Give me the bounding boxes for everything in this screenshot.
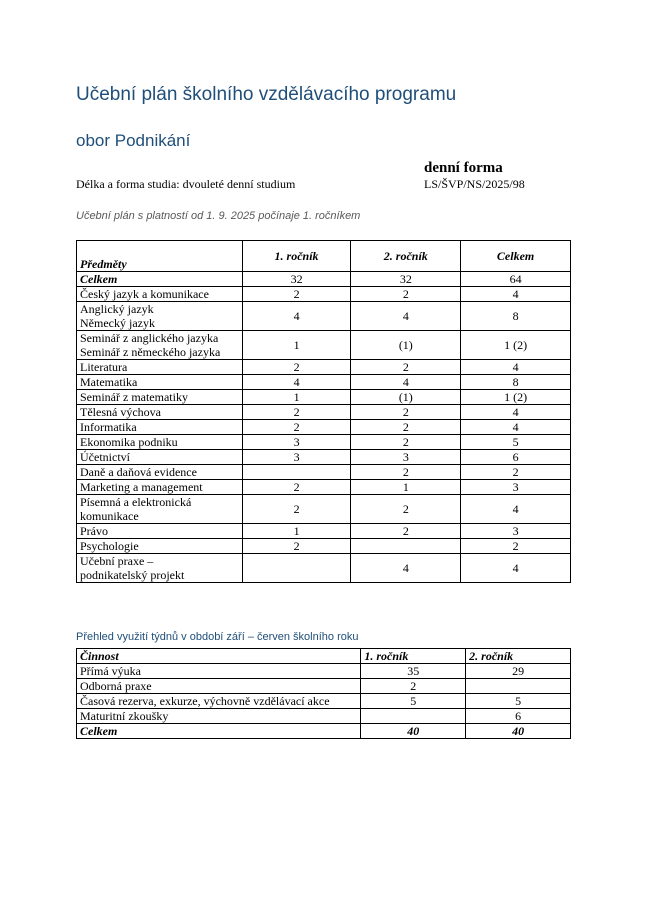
year-2-hours: (1) [351,390,461,405]
total-hours: 2 [461,465,571,480]
year-2-hours: 2 [351,287,461,302]
subject-name: Právo [80,524,108,538]
year-2-hours: (1) [351,331,461,360]
table-row [77,287,571,302]
page-title: Učební plán školního vzdělávacího programu [76,84,457,105]
year-1-hours: 2 [242,405,351,420]
table-row [77,480,571,495]
subject-name: Písemná a elektronická [80,495,192,509]
year-2-hours: 4 [351,554,461,583]
year-2-weeks: 29 [466,664,571,679]
table-row [77,360,571,375]
total-hours: 4 [461,554,571,583]
subject-name: Seminář z matematiky [80,390,188,404]
table-header-row [77,241,571,272]
year-2-hours: 3 [351,450,461,465]
subject-cell [77,331,243,360]
table-row [77,302,571,331]
total-hours: 6 [461,450,571,465]
table-row [77,679,571,694]
header-activity: Činnost [77,649,361,664]
year-1-hours: 4 [242,302,351,331]
year-2-hours [351,539,461,554]
year-1-hours: 2 [242,495,351,524]
total-year-2: 32 [351,272,461,287]
subject-name: Marketing a management [80,480,203,494]
year-2-weeks: 6 [466,709,571,724]
subject-name: Informatika [80,420,137,434]
total-year-2: 40 [466,724,571,739]
total-year-1: 40 [361,724,466,739]
subject-name: Matematika [80,375,138,389]
year-1-hours: 2 [242,480,351,495]
year-2-weeks: 5 [466,694,571,709]
header-year-1: 1. ročník [361,649,466,664]
table-row [77,465,571,480]
total-hours: 1 (2) [461,331,571,360]
subject-cell [77,554,243,583]
table-row [77,694,571,709]
total-hours: 4 [461,360,571,375]
subject-cell [77,287,243,302]
total-hours: 1 (2) [461,390,571,405]
header-year-1: 1. ročník [242,241,351,272]
year-1-hours: 2 [242,360,351,375]
subject-name: komunikace [80,509,139,523]
subject-name: Literatura [80,360,128,374]
year-1-hours: 1 [242,524,351,539]
header-subjects: Předměty [77,241,243,272]
subject-cell [77,450,243,465]
year-1-hours: 4 [242,375,351,390]
year-1-weeks: 2 [361,679,466,694]
year-2-hours: 2 [351,360,461,375]
page-subtitle: obor Podnikání [76,131,191,150]
table-row [77,405,571,420]
total-hours: 5 [461,435,571,450]
subject-name: podnikatelský projekt [80,568,185,582]
year-1-hours: 1 [242,390,351,405]
activity-name: Odborná praxe [77,679,361,694]
subject-cell [77,539,243,554]
table-total-row [77,272,571,287]
year-1-hours: 3 [242,435,351,450]
total-hours: 8 [461,375,571,390]
year-1-weeks: 35 [361,664,466,679]
subject-cell [77,465,243,480]
year-2-hours: 2 [351,465,461,480]
subject-name: Daně a daňová evidence [80,465,197,479]
subject-name: Seminář z anglického jazyka [80,331,219,345]
table-row [77,390,571,405]
year-1-hours [242,554,351,583]
subject-name: Učební praxe – [80,554,154,568]
subject-name: Psychologie [80,539,139,553]
subject-cell [77,480,243,495]
subject-cell [77,495,243,524]
subject-name: Tělesná výchova [80,405,161,419]
subject-cell [77,524,243,539]
subject-name: Německý jazyk [80,316,155,330]
total-label: Celkem [77,724,361,739]
weeks-caption: Přehled využití týdnů v období září – červen školního roku [76,631,359,643]
total-label: Celkem [77,272,243,287]
table-row [77,539,571,554]
total-hours: 2 [461,539,571,554]
activity-name: Přímá výuka [77,664,361,679]
year-2-hours: 2 [351,435,461,450]
year-2-hours: 2 [351,405,461,420]
subject-name: Ekonomika podniku [80,435,178,449]
weeks-table [76,648,571,739]
year-1-hours: 2 [242,420,351,435]
year-2-hours: 4 [351,375,461,390]
total-year-1: 32 [242,272,351,287]
total-hours: 8 [461,302,571,331]
year-1-hours: 3 [242,450,351,465]
total-hours: 4 [461,420,571,435]
total-hours: 3 [461,480,571,495]
year-1-hours: 2 [242,539,351,554]
year-2-hours: 4 [351,302,461,331]
header-total: Celkem [461,241,571,272]
total-hours: 4 [461,495,571,524]
year-1-hours: 1 [242,331,351,360]
subject-cell [77,435,243,450]
validity-note: Učební plán s platností od 1. 9. 2025 počínaje 1. ročníkem [76,210,361,222]
table-row [77,420,571,435]
total-all: 64 [461,272,571,287]
subject-cell [77,302,243,331]
subject-cell [77,360,243,375]
activity-name: Maturitní zkoušky [77,709,361,724]
document-code: LS/ŠVP/NS/2025/98 [424,177,525,191]
table-row [77,450,571,465]
subject-name: Účetnictví [80,450,130,464]
subject-name: Český jazyk a komunikace [80,287,209,301]
header-year-2: 2. ročník [351,241,461,272]
study-length: Délka a forma studia: dvouleté denní studium [76,177,296,191]
total-hours: 4 [461,287,571,302]
total-hours: 4 [461,405,571,420]
year-2-hours: 2 [351,420,461,435]
year-2-weeks [466,679,571,694]
table-row [77,331,571,360]
year-2-hours: 2 [351,524,461,539]
table-row [77,375,571,390]
year-1-weeks [361,709,466,724]
subject-name: Seminář z německého jazyka [80,345,221,359]
table-row [77,435,571,450]
year-2-hours: 1 [351,480,461,495]
study-form-label: denní forma [424,160,503,176]
weeks-header-row [77,649,571,664]
total-hours: 3 [461,524,571,539]
curriculum-table [76,240,571,583]
table-row [77,709,571,724]
table-row [77,495,571,524]
year-1-weeks: 5 [361,694,466,709]
year-2-hours: 2 [351,495,461,524]
subject-cell [77,390,243,405]
subject-cell [77,375,243,390]
table-row [77,664,571,679]
table-row [77,524,571,539]
subject-name: Anglický jazyk [80,302,154,316]
year-1-hours: 2 [242,287,351,302]
subject-cell [77,405,243,420]
header-year-2: 2. ročník [466,649,571,664]
year-1-hours [242,465,351,480]
subject-cell [77,420,243,435]
table-row [77,554,571,583]
weeks-total-row [77,724,571,739]
activity-name: Časová rezerva, exkurze, výchovně vzdělávací akce [77,694,361,709]
